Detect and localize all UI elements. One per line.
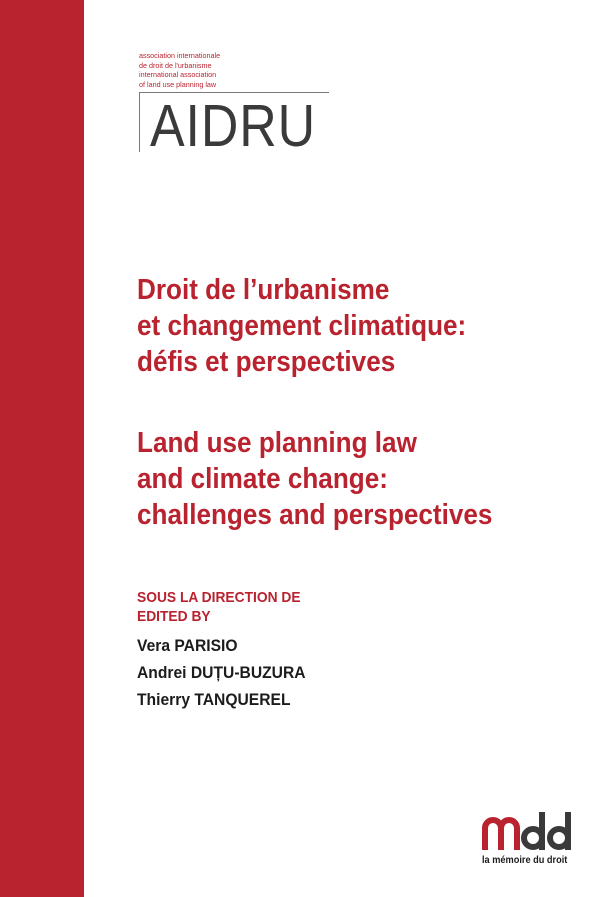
editors-list: [137, 632, 306, 713]
editor-name: Andrei DUȚU-BUZURA: [137, 663, 306, 682]
title-line: Droit de l’urbanisme: [137, 274, 390, 306]
editor-name: Vera PARISIO: [137, 636, 238, 655]
association-line: of land use planning law: [139, 79, 217, 89]
editors-heading-fr: SOUS LA DIRECTION DE: [137, 589, 301, 606]
association-description: [139, 51, 220, 89]
aidru-logo: AIDRU: [150, 93, 316, 159]
title-line: and climate change:: [137, 463, 388, 495]
logo-rule-vertical: [139, 92, 140, 152]
cover-side-band: [0, 0, 84, 897]
editor-name: Thierry TANQUEREL: [137, 690, 291, 709]
title-english: [137, 425, 492, 533]
title-line: challenges and perspectives: [137, 499, 493, 531]
association-line: association internationale: [139, 51, 221, 60]
title-french: [137, 272, 466, 380]
editors-heading-en: EDITED BY: [137, 608, 211, 625]
title-line: Land use planning law: [137, 427, 417, 459]
editors-heading: [137, 588, 301, 626]
association-line: international association: [139, 70, 217, 79]
publisher-name: la mémoire du droit: [482, 855, 568, 866]
title-line: défis et perspectives: [137, 346, 396, 378]
association-line: de droit de l'urbanisme: [139, 60, 212, 70]
title-line: et changement climatique:: [137, 310, 467, 342]
mdd-logo: [482, 808, 574, 852]
